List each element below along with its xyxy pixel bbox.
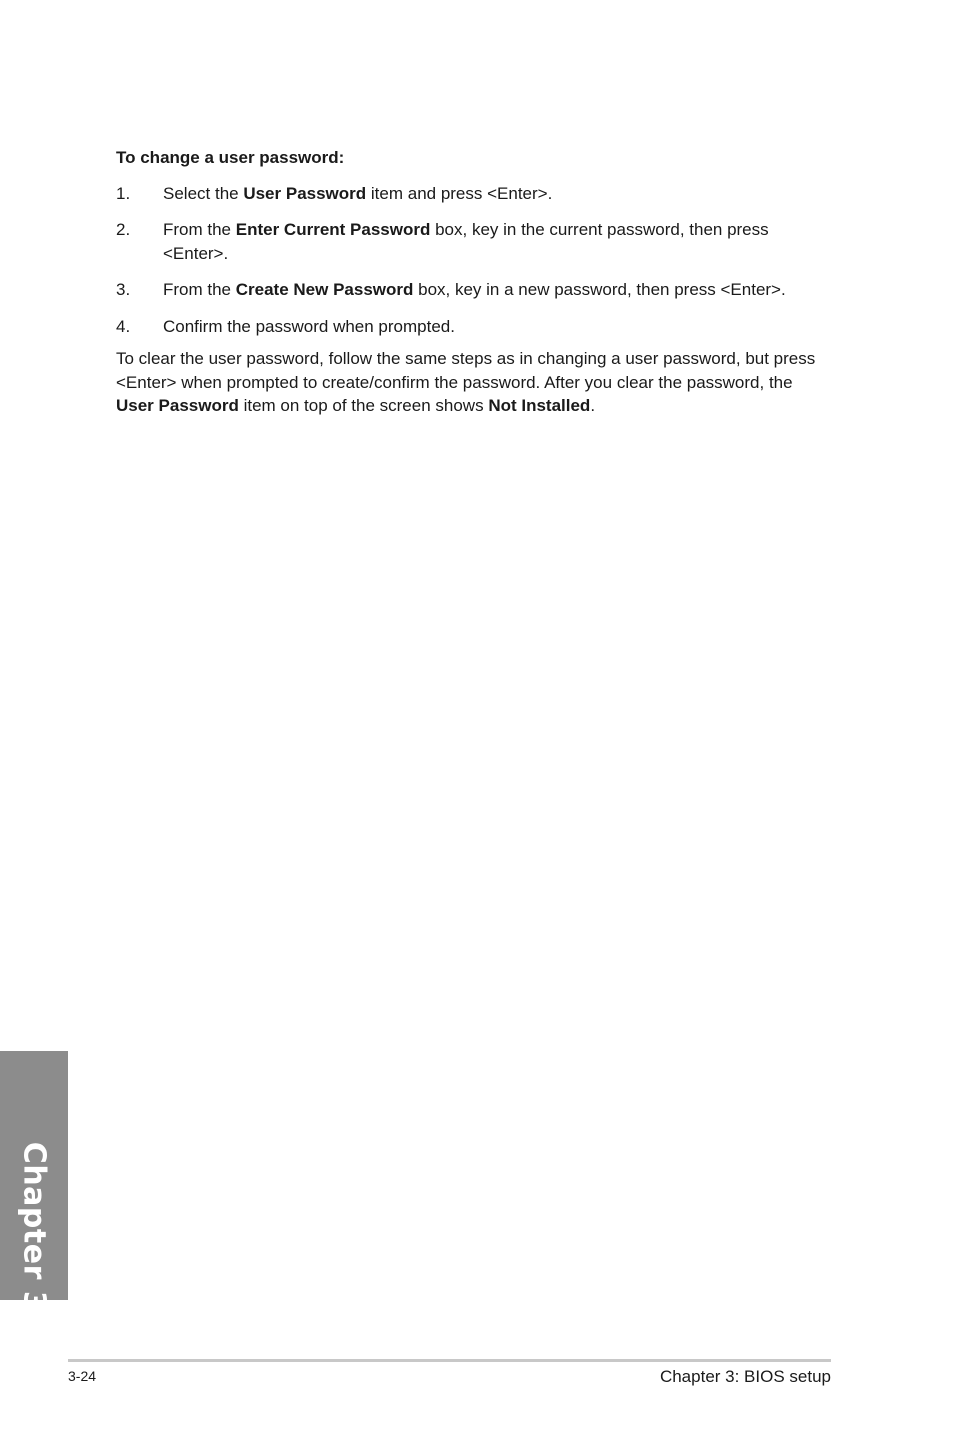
chapter-tab	[0, 1051, 68, 1313]
paragraph-text-bold: User Password	[116, 396, 239, 415]
section-heading: To change a user password:	[116, 148, 345, 167]
footer-chapter-title: Chapter 3: BIOS setup	[659, 1367, 831, 1386]
step-text	[163, 278, 832, 302]
paragraph-text-part: To clear the user password, follow the same steps as in changing a user password, but press <Enter> when prompted to create/confirm the password. After you clear the password, the	[116, 349, 816, 392]
paragraph-text-part: item on top of the screen shows	[238, 396, 489, 415]
paragraph-text-part: .	[590, 396, 596, 415]
step-text-bold: Enter Current Password	[235, 220, 431, 239]
chapter-tab-label: Chapter 3	[16, 1141, 52, 1313]
step-text-bold: User Password	[243, 183, 367, 203]
step-number: 2.	[116, 220, 131, 239]
step-text-part: item and press <Enter>.	[366, 183, 553, 203]
paragraph-text-bold: Not Installed	[488, 396, 591, 415]
footer-divider	[68, 1359, 831, 1362]
footer-page-number: 3-24	[68, 1368, 97, 1384]
step-number: 3.	[116, 280, 131, 299]
step-text-part: Select the	[163, 183, 244, 203]
step-text-bold: Create New Password	[235, 280, 414, 299]
step-text-part: Confirm the password when prompted.	[163, 316, 455, 336]
step-item	[116, 182, 832, 206]
step-item	[116, 315, 832, 339]
step-text	[163, 315, 832, 339]
step-text	[163, 182, 832, 206]
step-text-part: box, key in the current password, then press <Enter>.	[163, 220, 769, 263]
step-text	[163, 218, 832, 265]
step-number: 1.	[116, 183, 131, 203]
step-number: 4.	[116, 316, 131, 336]
step-text-part: box, key in a new password, then press <Enter>.	[413, 280, 786, 299]
step-item	[116, 218, 832, 265]
step-item	[116, 278, 832, 302]
clear-password-paragraph	[116, 347, 832, 418]
document-body	[116, 146, 832, 418]
step-text-part: From the	[163, 220, 236, 239]
steps-list	[116, 182, 832, 339]
step-text-part: From the	[163, 280, 236, 299]
